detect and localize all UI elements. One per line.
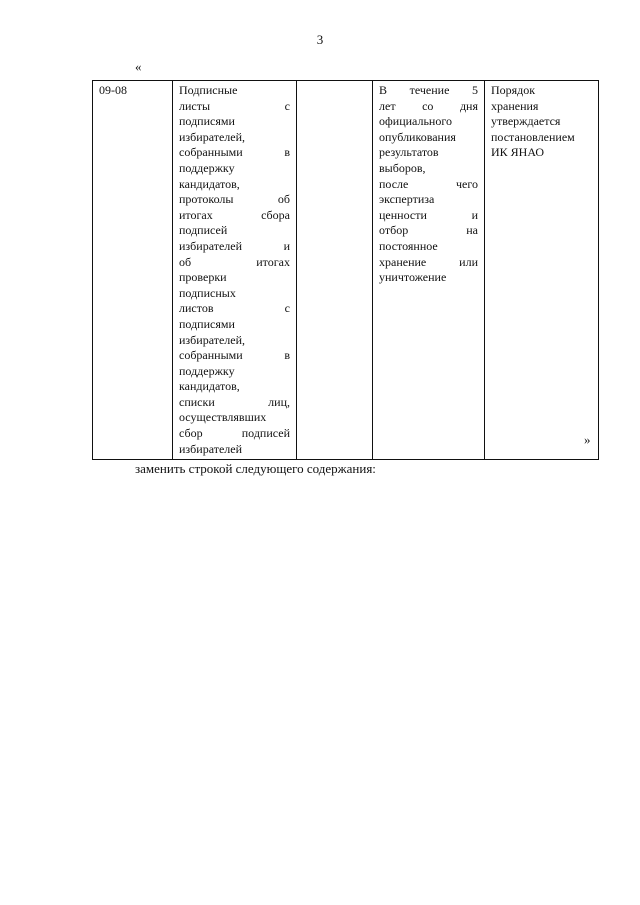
title-line: избирателей [179,441,243,456]
title-line: собранными в [179,348,290,363]
title-line: протоколы об [179,192,290,207]
title-line: подписями [179,316,235,331]
page-number: 3 [316,32,324,47]
title-line: избирателей, [179,332,246,347]
title-line: поддержку [179,363,235,378]
title-line: подписей [179,223,228,238]
retention-cell [373,81,485,460]
retention-line: экспертиза [379,192,435,207]
retention-line: уничтожение [379,270,447,285]
retention-line: отбор на [379,223,478,238]
retention-line: ценности и [379,207,478,222]
title-line: кандидатов, [179,379,240,394]
title-line: подписных [179,285,236,300]
retention-line: официального [379,114,452,129]
title-line: собранными в [179,145,290,160]
retention-line: хранение или [379,254,478,269]
title-line: списки лиц, [179,394,290,409]
retention-line: выборов, [379,160,426,175]
retention-line: опубликования [379,129,456,144]
retention-line: В течение 5 [379,83,478,97]
quantity-cell [297,81,373,460]
title-line: итогах сбора [179,207,290,222]
title-line: Подписные [179,83,238,97]
code-cell: 09-08 [93,81,173,460]
note-line: постановлением [491,129,575,144]
title-line: об итогах [179,254,290,269]
title-line: кандидатов, [179,176,240,191]
title-line: избирателей, [179,129,246,144]
table-row [93,81,599,460]
title-line: подписями [179,114,235,129]
closing-quote: » [584,432,591,447]
note-line: хранения [491,98,539,113]
title-line: листы с [179,98,290,113]
title-line: поддержку [179,160,235,175]
note-cell [485,81,599,460]
title-line: проверки [179,270,227,285]
title-line: осуществлявших [179,410,267,425]
note-line: утверждается [491,114,561,129]
title-line: сбор подписей [179,426,290,441]
opening-quote: « [135,59,142,74]
replacement-instruction: заменить строкой следующего содержания: [135,461,376,476]
note-line: ИК ЯНАО [491,145,545,160]
title-line: листов с [179,301,290,316]
title-cell [173,81,297,460]
document-table [92,80,599,460]
note-line: Порядок [491,83,536,97]
retention-line: лет со дня [379,98,478,113]
retention-line: результатов [379,145,439,160]
retention-line: постоянное [379,238,438,253]
title-line: избирателей и [179,238,290,253]
retention-line: после чего [379,176,478,191]
